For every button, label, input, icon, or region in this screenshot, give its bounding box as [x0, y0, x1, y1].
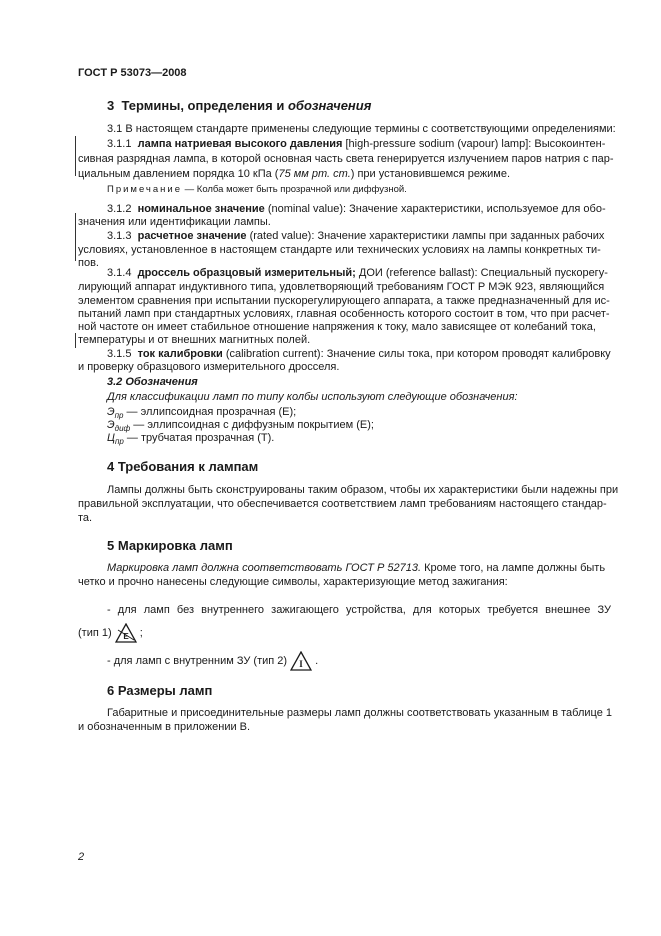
change-bar [75, 213, 76, 261]
svg-text:I: I [299, 659, 303, 669]
list-item-type-2: - для ламп с внутренним ЗУ (тип 2) I . [107, 651, 318, 671]
change-bar [75, 136, 76, 176]
clause-3-1: 3.1 В настоящем стандарте применены следующие термины с соответствующими определениями: [107, 123, 616, 135]
clause-3-1-1-line: 3.1.1 лампа натриевая высокого давления [high-pressure sodium (vapour) lamp]: Высокоинтен- [107, 138, 606, 150]
clause-3-2-title: 3.2 Обозначения [107, 376, 198, 388]
change-bar [75, 333, 76, 348]
term: ток калибровки [137, 348, 223, 360]
symbol-line: $Ц_{пр}$ — трубчатая прозрачная (T). [107, 432, 275, 447]
term: расчетное значение [137, 230, 247, 242]
clause-3-1-4-line: элементом сравнения при испытании пускорегулирующего аппарата, а также предназначенный для ис- [78, 295, 610, 307]
clause-3-1-2-line: 3.1.2 номинальное значение (nominal value): Значение характеристики, используемое для обо- [107, 203, 606, 215]
list-item-type-1-cont: (тип 1) E ; [78, 623, 143, 643]
term: номинальное значение [137, 203, 265, 215]
document-code: ГОСТ Р 53073—2008 [78, 67, 187, 79]
clause-3-2-intro: Для классификации ламп по типу колбы используют следующие обозначения: [107, 391, 518, 403]
section-5-line: Маркировка ламп должна соответствовать ГОСТ Р 52713. Кроме того, на лампе должны быть [107, 562, 606, 574]
clause-3-1-3-line: пов. [78, 257, 99, 269]
section-4-line: та. [78, 512, 93, 524]
section-3-title: 3 Термины, определения и обозначения [107, 98, 372, 113]
clause-3-1-3-line: условиях, установленное в настоящем стандарте или технических условиях на лампы конкретных ти- [78, 244, 601, 256]
clause-3-1-5-line: и проверку образцового измерительного дросселя. [78, 361, 340, 373]
symbol-line: $Э_{диф}$ — эллипсоидная с диффузным покрытием (E); [107, 419, 374, 434]
term: дроссель образцовый измерительный; [137, 267, 356, 279]
page-number: 2 [78, 851, 85, 863]
section-6-line: Габаритные и присоединительные размеры ламп должны соответствовать указанным в таблице 1 [107, 707, 612, 719]
clause-3-1-1-line: сивная разрядная лампа, в которой основная часть света генерируется излучением паров натрия с пар- [78, 153, 614, 165]
list-item-type-1: - для ламп без внутреннего зажигающего устройства, для которых требуется внешнее ЗУ [107, 604, 611, 616]
section-6-title: 6 Размеры ламп [107, 683, 213, 698]
clause-3-1-4-line: температуры и от внешних магнитных полей. [78, 334, 311, 346]
term: лампа натриевая высокого давления [137, 138, 343, 150]
symbol-line: $Э_{пр}$ — эллипсоидная прозрачная (E); [107, 406, 297, 421]
section-4-title: 4 Требования к лампам [107, 459, 259, 474]
section-4-line: Лампы должны быть сконструированы таким образом, чтобы их характеристики были надежны при [107, 484, 619, 496]
clause-3-1-2-line: значения или идентификации лампы. [78, 216, 271, 228]
clause-3-1-4-line: 3.1.4 дроссель образцовый измерительный; ДОИ (reference ballast): Специальный пускорегу- [107, 267, 608, 279]
ignition-symbol-i-icon [290, 651, 312, 671]
section-6-line: и обозначенным в приложении В. [78, 721, 251, 733]
section-4-line: правильной эксплуатации, что обеспечивается соответствием ламп требованиям настоящего стандар- [78, 498, 607, 510]
clause-3-1-4-line: пытаний ламп при стандартных условиях, главная особенность которого состоит в том, что при расчет- [78, 308, 610, 320]
clause-3-1-3-line: 3.1.3 расчетное значение (rated value): Значение характеристики лампы при заданных рабочих [107, 230, 605, 242]
clause-3-1-4-line: ной частоте он имеет стабильное отношение напряжения к току, мало зависящее от колебаний тока, [78, 321, 596, 333]
section-5-line: четко и прочно нанесены следующие символы, характеризующие метод зажигания: [78, 576, 508, 588]
ignition-symbol-e-icon [115, 623, 137, 643]
clause-3-1-5-line: 3.1.5 ток калибровки (calibration current): Значение силы тока, при котором проводят калибровку [107, 348, 611, 360]
clause-3-1-4-line: лирующий аппарат индуктивного типа, удовлетворяющий требованиям ГОСТ Р МЭК 923, являющийся [78, 281, 605, 293]
svg-text:E: E [123, 632, 129, 641]
note: Примечание — Колба может быть прозрачной или диффузной. [107, 184, 407, 195]
clause-3-1-1-line: циальным давлением порядка 10 кПа (75 мм рт. ст.) при установившемся режиме. [78, 168, 511, 180]
section-5-title: 5 Маркировка ламп [107, 538, 233, 553]
